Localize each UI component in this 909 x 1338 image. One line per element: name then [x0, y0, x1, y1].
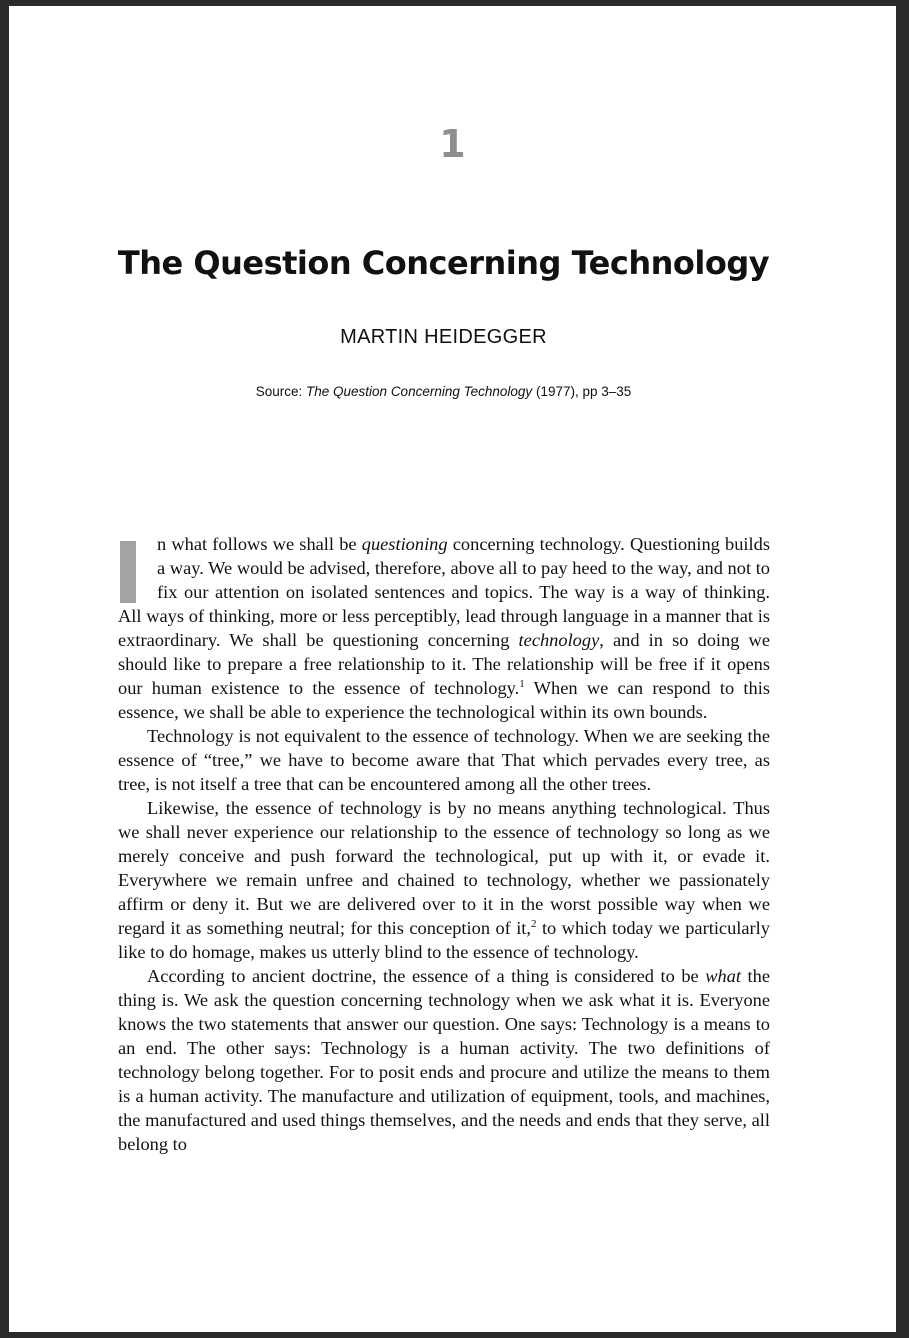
drop-cap-bar [120, 541, 136, 603]
chapter-title: The Question Concerning Technology [117, 244, 770, 282]
author-name: MARTIN HEIDEGGER [340, 326, 547, 348]
text-run: to which today we particularly like to do homage, makes us utterly blind to the essence of technology. [118, 918, 770, 962]
source-title: The Question Concerning Technology [306, 384, 533, 399]
document-page [9, 6, 896, 1332]
emphasis-questioning: questioning [361, 534, 448, 554]
source-citation [9, 384, 878, 399]
text-run: n what follows we shall be [157, 534, 362, 554]
paragraph-3 [118, 796, 770, 964]
footnote-ref-2: 2 [531, 918, 537, 930]
chapter-number: 1 [439, 122, 466, 166]
emphasis-technology: technology [518, 630, 600, 650]
text-run: According to ancient doctrine, the essence of a thing is considered to be [147, 966, 706, 986]
text-run: Likewise, the essence of technology is by no means anything technological. Thus we shall never experience our relationship to the essence of technology so long as we merely conceive and push forward the technological, put up with it, or evade it. Everywhere we remain unfree and chained to technology, whether we passionately affirm or deny it. But we are delivered over to it in the worst possible way when we regard it as something neutral; for this conception of it, [118, 798, 770, 938]
text-run: the thing is. We ask the question concerning technology when we ask what it is. Everyone knows the two statements that answer our question. One says: Technology is a means to an end. The other says: Technology is a human activity. The two definitions of technology belong together. For to posit ends and procure and utilize the means to them is a human activity. The manufacture and utilization of equipment, tools, and machines, the manufactured and used things themselves, and the needs and ends that they serve, all belong to [118, 966, 770, 1154]
text-run: When we can respond to this essence, we shall be able to experience the technological within its own bounds. [118, 678, 770, 722]
paragraph-1 [118, 532, 770, 724]
paragraph-2: Technology is not equivalent to the essence of technology. When we are seeking the essence of “tree,” we have to become aware that That which pervades every tree, as tree, is not itself a tree that can be encountered among all the other trees. [118, 726, 770, 794]
source-detail: (1977), pp 3–35 [535, 384, 632, 399]
source-label: Source: [255, 384, 303, 399]
footnote-ref-1: 1 [519, 678, 525, 690]
text-run: concerning technology. Questioning builds a way. We would be advised, therefore, above all to pay heed to the way, and not to fix our attention on isolated sentences and topics. The way is a way of thinking. All ways of thinking, more or less perceptibly, lead through language in a manner that is extraordinary. We shall be questioning concerning [118, 534, 770, 650]
text-run: , and in so doing we should like to prepare a free relationship to it. The relationship will be free if it opens our human existence to the essence of technology. [118, 630, 771, 698]
body-text [118, 532, 770, 1156]
paragraph-4 [118, 964, 770, 1156]
emphasis-what: what [705, 966, 741, 986]
